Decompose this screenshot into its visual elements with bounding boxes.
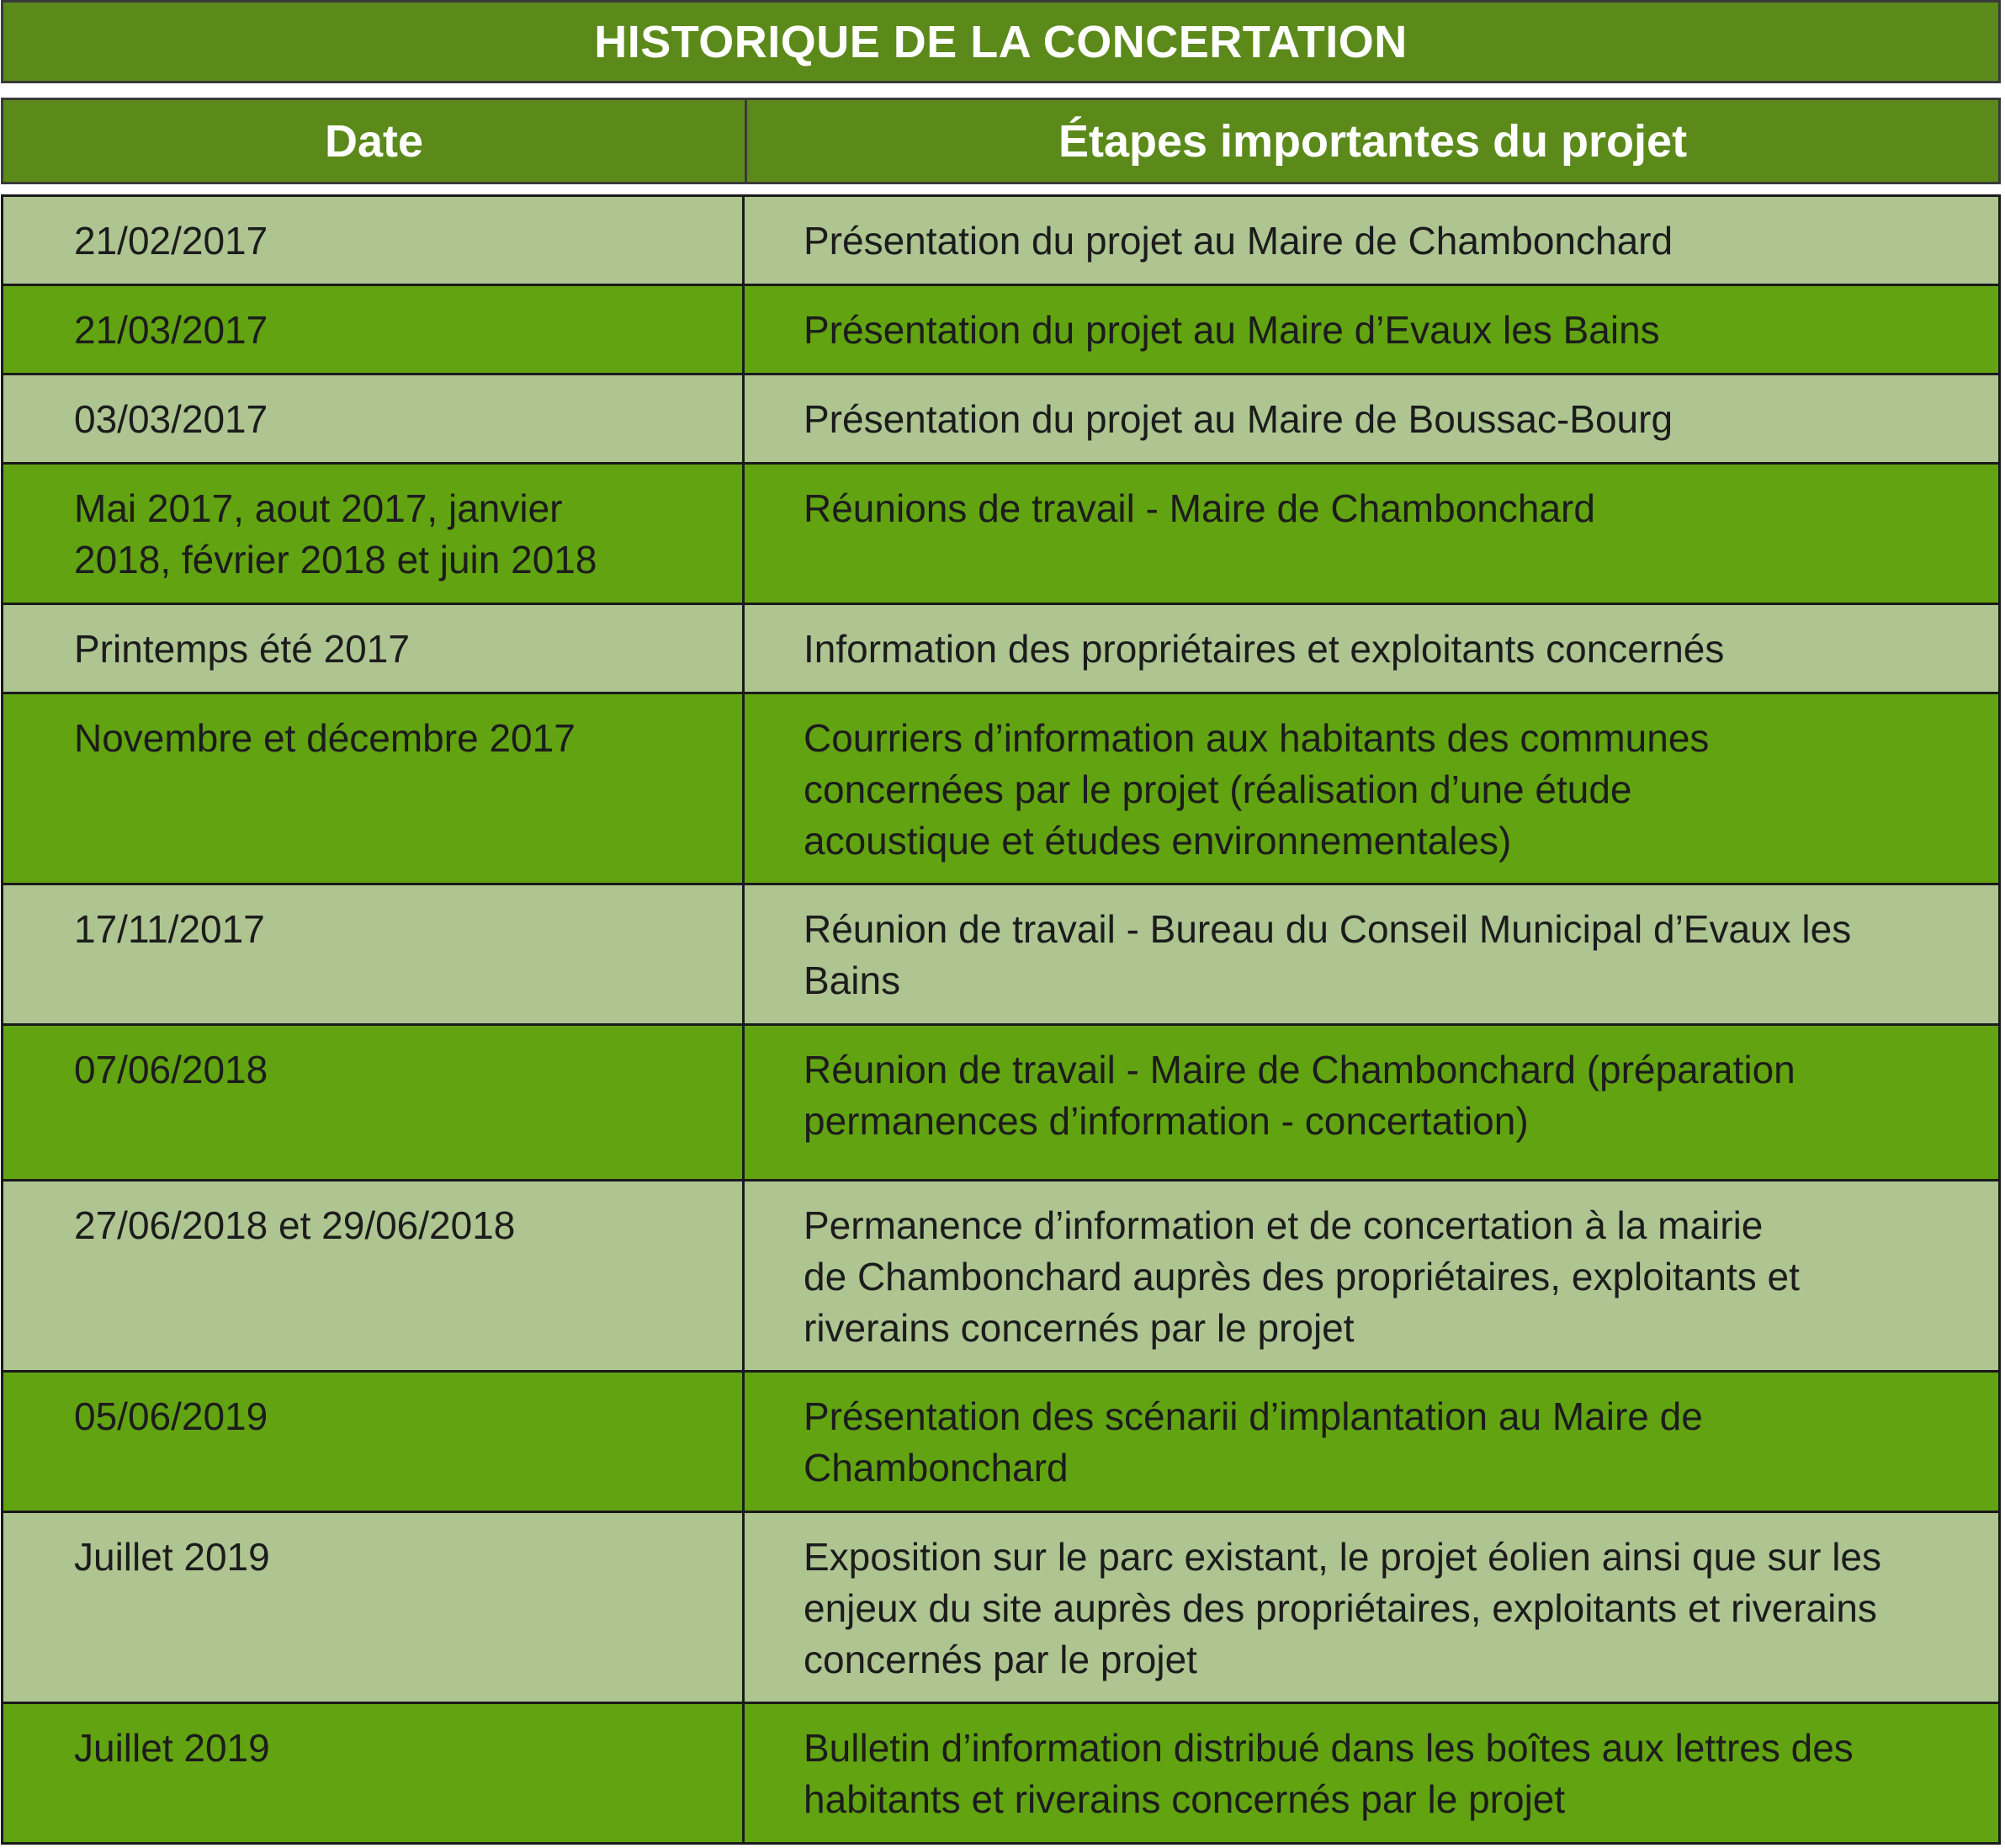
date-cell: [3, 1182, 745, 1370]
table-header: [1, 98, 2001, 184]
date-text: Mai 2017, aout 2017, janvier: [74, 486, 563, 530]
table-row: [3, 1513, 1998, 1704]
step-text: concernées par le projet (réalisation d’une étude: [804, 767, 1632, 811]
date-text: 2018, février 2018 et juin 2018: [74, 538, 597, 581]
table-row: [3, 1704, 1998, 1845]
date-text: Printemps été 2017: [74, 627, 410, 671]
table-row: [3, 375, 1998, 465]
step-text: Réunion de travail - Maire de Chambonchard (préparation: [804, 1048, 1795, 1091]
date-cell: [3, 375, 745, 462]
step-cell: [745, 286, 1998, 373]
date-cell: [3, 694, 745, 883]
step-cell: [745, 375, 1998, 462]
date-cell: [3, 465, 745, 603]
date-text: Juillet 2019: [74, 1535, 270, 1579]
step-text: Chambonchard: [804, 1446, 1069, 1490]
step-text: acoustique et études environnementales): [804, 819, 1512, 863]
step-text: Réunions de travail - Maire de Chambonchard: [804, 486, 1595, 530]
page-title: HISTORIQUE DE LA CONCERTATION: [1, 0, 2001, 83]
step-cell: [745, 885, 1998, 1023]
table-row: [3, 885, 1998, 1026]
step-cell: [745, 1182, 1998, 1370]
date-cell: [3, 605, 745, 692]
table-row: [3, 1373, 1998, 1513]
step-cell: [745, 1026, 1998, 1179]
date-cell: [3, 1026, 745, 1179]
date-text: Juillet 2019: [74, 1726, 270, 1770]
step-text: Information des propriétaires et exploitants concernés: [804, 627, 1725, 671]
step-text: Présentation du projet au Maire d’Evaux les Bains: [804, 308, 1660, 352]
step-text: de Chambonchard auprès des propriétaires, exploitants et: [804, 1255, 1800, 1298]
date-text: 21/03/2017: [74, 308, 268, 352]
step-text: Bains: [804, 959, 901, 1002]
step-cell: [745, 694, 1998, 883]
date-cell: [3, 1704, 745, 1842]
step-text: Bulletin d’information distribué dans les boîtes aux lettres des: [804, 1726, 1854, 1770]
date-cell: [3, 1373, 745, 1511]
step-cell: [745, 1373, 1998, 1511]
step-cell: [745, 465, 1998, 603]
table-row: [3, 1182, 1998, 1373]
step-text: Permanence d’information et de concertation à la mairie: [804, 1203, 1764, 1247]
date-text: 05/06/2019: [74, 1394, 268, 1438]
step-cell: [745, 1513, 1998, 1702]
step-cell: [745, 197, 1998, 284]
table-row: [3, 286, 1998, 375]
step-text: Réunion de travail - Bureau du Conseil Municipal d’Evaux les: [804, 907, 1852, 951]
date-cell: [3, 885, 745, 1023]
date-text: 27/06/2018 et 29/06/2018: [74, 1203, 516, 1247]
column-header-date: Date: [3, 100, 747, 182]
table-row: [3, 605, 1998, 694]
table-row: [3, 1026, 1998, 1182]
table-row: [3, 465, 1998, 605]
step-text: Présentation du projet au Maire de Boussac-Bourg: [804, 397, 1673, 441]
date-text: 17/11/2017: [74, 907, 265, 951]
step-text: Exposition sur le parc existant, le projet éolien ainsi que sur les: [804, 1535, 1882, 1579]
date-cell: [3, 286, 745, 373]
step-text: riverains concernés par le projet: [804, 1306, 1355, 1350]
date-cell: [3, 197, 745, 284]
step-cell: [745, 1704, 1998, 1842]
history-table-body: [1, 194, 2001, 1845]
date-text: Novembre et décembre 2017: [74, 716, 576, 760]
date-text: 07/06/2018: [74, 1048, 268, 1091]
step-text: Courriers d’information aux habitants des communes: [804, 716, 1710, 760]
step-text: Présentation du projet au Maire de Chambonchard: [804, 219, 1673, 263]
step-text: enjeux du site auprès des propriétaires, exploitants et riverains: [804, 1586, 1877, 1630]
table-row: [3, 197, 1998, 286]
step-cell: [745, 605, 1998, 692]
step-text: habitants et riverains concernés par le projet: [804, 1777, 1566, 1821]
column-header-steps: Étapes importantes du projet: [1058, 115, 1688, 167]
date-text: 21/02/2017: [74, 219, 268, 263]
table-row: [3, 694, 1998, 885]
step-text: Présentation des scénarii d’implantation au Maire de: [804, 1394, 1703, 1438]
step-text: concernés par le projet: [804, 1638, 1197, 1681]
date-text: 03/03/2017: [74, 397, 268, 441]
date-cell: [3, 1513, 745, 1702]
step-text: permanences d’information - concertation): [804, 1099, 1529, 1143]
